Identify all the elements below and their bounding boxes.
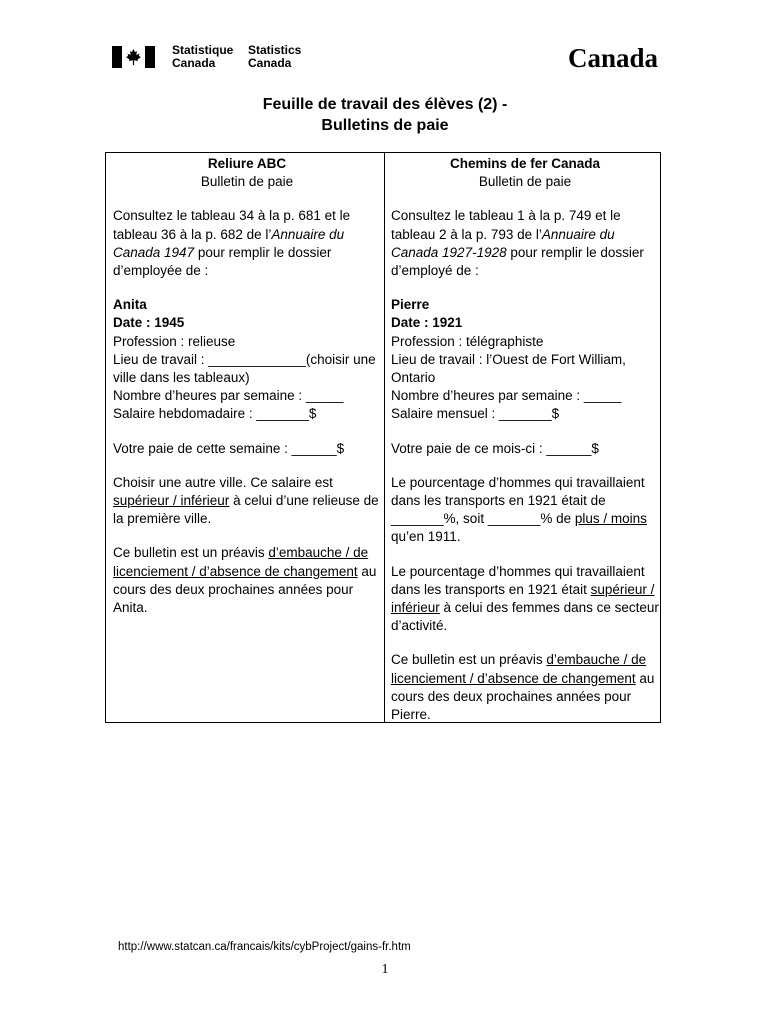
paystub-table (105, 152, 661, 723)
comparison-question: Le pourcentage d’hommes qui travaillaient dans les transports en 1921 était supérieur / inférieur à celui des femmes dans ce secteur d’activité. (391, 563, 659, 634)
profession: Profession : relieuse (113, 333, 236, 349)
workplace: Lieu de travail : l’Ouest de Fort William, Ontario (391, 351, 626, 386)
employee-name: Pierre (391, 297, 430, 313)
canada-wordmark: Canada (567, 43, 658, 73)
salary: Salaire hebdomadaire : _______$ (113, 406, 317, 422)
profession: Profession : télégraphiste (391, 333, 544, 349)
percentage-question: Le pourcentage d’hommes qui travaillaient dans les transports en 1921 était de _______%, soit _______% de plus / moins qu’en 1911. (391, 474, 647, 545)
comparison-question: Choisir une autre ville. Ce salaire est supérieur / inférieur à celui d’une relieuse de la première ville. (113, 474, 379, 527)
paystub-date: Date : 1945 (113, 315, 185, 331)
hours-per-week: Nombre d’heures par semaine : _____ (113, 388, 344, 404)
canada-flag-icon (112, 46, 155, 68)
signature-english: Statistics Canada (248, 43, 302, 70)
paystub-column-anita (113, 155, 381, 633)
pay-amount: Votre paie de cette semaine : ______$ (113, 440, 345, 456)
page-number: 1 (381, 962, 389, 977)
paystub-date: Date : 1921 (391, 315, 463, 331)
salary: Salaire mensuel : _______$ (391, 406, 560, 422)
pay-amount: Votre paie de ce mois-ci : ______$ (391, 440, 599, 456)
page-title: Feuille de travail des élèves (2) - Bulletins de paie (262, 96, 508, 134)
employee-name: Anita (113, 297, 147, 313)
government-header (112, 44, 658, 72)
workplace: Lieu de travail : _____________(choisir une ville dans les tableaux) (113, 351, 376, 386)
paystub-subtitle: Bulletin de paie (200, 174, 294, 190)
instructions: Consultez le tableau 34 à la p. 681 et le tableau 36 à la p. 682 de l’Annuaire du Canada 1947 pour remplir le dossier d’employée de : (113, 208, 351, 279)
company-name: Chemins de fer Canada (449, 156, 601, 171)
paystub-column-pierre (391, 155, 659, 740)
notice-question: Ce bulletin est un préavis d’embauche / de licenciement / d’absence de changement au cours des deux prochaines années pour Pierre. (391, 652, 655, 723)
paystub-subtitle: Bulletin de paie (478, 174, 572, 190)
company-name: Reliure ABC (207, 156, 287, 171)
signature-french: Statistique Canada (172, 43, 234, 70)
source-url[interactable]: http://www.statcan.ca/francais/kits/cybProject/gains-fr.htm (118, 941, 411, 953)
hours-per-week: Nombre d’heures par semaine : _____ (391, 388, 622, 404)
instructions: Consultez le tableau 1 à la p. 749 et le tableau 2 à la p. 793 de l’Annuaire du Canada 1927-1928 pour remplir le dossier d’employé de : (391, 208, 644, 279)
column-divider (384, 153, 385, 722)
notice-question: Ce bulletin est un préavis d’embauche / de licenciement / d’absence de changement au cours des deux prochaines années pour Anita. (113, 545, 377, 616)
